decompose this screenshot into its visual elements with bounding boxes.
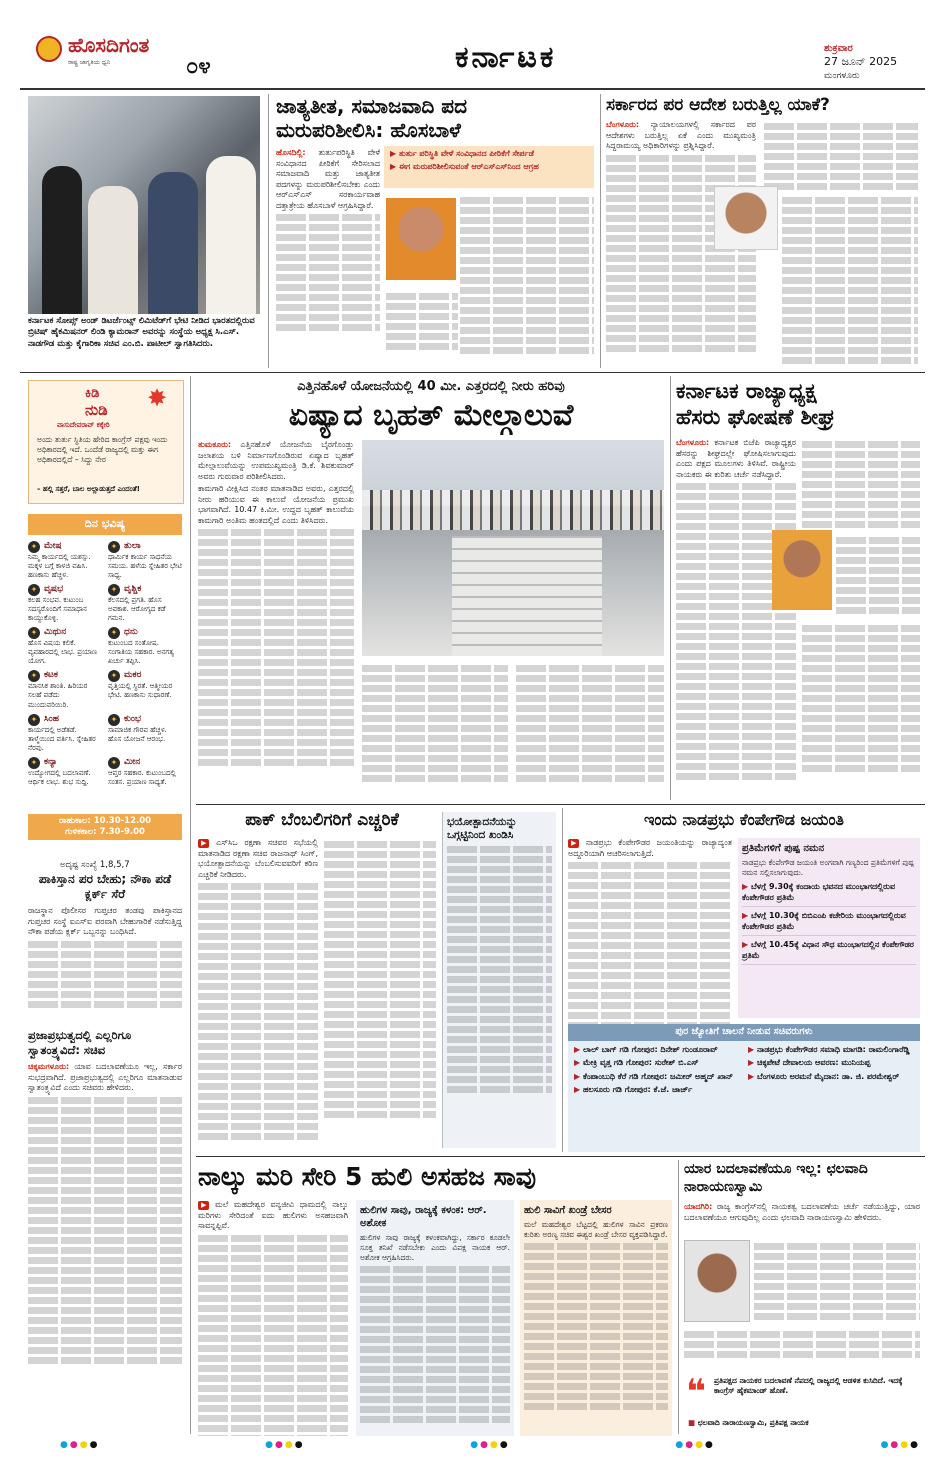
dateline: ಯಾದಗಿರಿ:: [684, 1202, 713, 1211]
lead-text: ತುರ್ತುಪರಿಸ್ಥಿತಿ ವೇಳೆ ಸಂವಿಧಾನದ ಪೀಠಿಕೆಗೆ ಸೇರಿಸಲಾದ ಸಮಾಜವಾದಿ ಮತ್ತು ಜಾತ್ಯತೀತ ಪದಗಳನ್ನು ಮರುಪರಿಶೀಲಿಸಬೇಕು ಎಂದು ಆರ್‌ಎಸ್‌ಎಸ್ ಸರಕಾರ್ಯವಾಹ ದತ್ತಾತ್ರೇಯ ಹೊಸಬಾಳೆ ಆಗ್ರಹಿಸಿದ್ದಾರೆ.: [276, 148, 381, 210]
story-lead: [276, 148, 380, 211]
zodiac-name: ಮಿಥುನ: [44, 627, 67, 638]
bullet-icon: ▶: [390, 149, 399, 158]
dateline: ತುಮಕೂರು:: [198, 440, 232, 449]
headline: ಮರುಪರಿಶೀಲಿಸಿ: ಹೊಸಬಾಳೆ: [276, 118, 461, 142]
photo-channel: [452, 536, 602, 656]
kidi-title: ಕಿಡಿ: [85, 386, 100, 401]
pak-spy-story: [28, 872, 182, 1020]
tower-text: ಬೆಂಗಳೂರು ಅರಮನೆ ಮೈದಾನ: ಡಾ. ಜಿ. ಪರಮೇಶ್ವರ್: [756, 1071, 900, 1081]
photo-soap-factory-visit: [28, 96, 260, 314]
tribute-times: [742, 882, 916, 965]
zodiac-name: ಧನು: [124, 627, 138, 638]
quote-mark-icon: ❝: [686, 1372, 706, 1412]
zodiac-text: ಆಪ್ತರ ಸಹಕಾರ. ಕುಟುಂಬದಲ್ಲಿ ಸಂತಸ. ಪ್ರಯಾಣ ಸಾಧ್ಯತೆ.: [108, 768, 176, 787]
zodiac-icon: ✦: [28, 757, 40, 769]
state-president-story: [676, 378, 920, 802]
arrow-icon: ▶: [748, 1058, 757, 1068]
story-body: [28, 1062, 182, 1364]
story-body: [198, 440, 354, 769]
story-body: [568, 838, 732, 1032]
section-title: ಕರ್ನಾಟಕ: [455, 40, 557, 75]
bullet-icon: ▶: [390, 161, 399, 171]
lead-text: ನ್ಯಾಯಾಲಯಗಳಲ್ಲಿ ಸರ್ಕಾರದ ಪರ ಆದೇಶಗಳು ಬರುತ್ತಿಲ್ಲ ಏಕೆ ಎಂದು ಮುಖ್ಯಮಂತ್ರಿ ಸಿದ್ದರಾಮಯ್ಯ ಅಧಿಕಾರಿಗಳನ್ನು ಪ್ರಶ್ನಿಸಿದ್ದಾರೆ.: [606, 120, 756, 151]
story-body: [782, 194, 918, 367]
column-divider: [600, 94, 601, 368]
issue-date: 27 ಜೂನ್ 2025: [824, 55, 898, 68]
tower-item: [748, 1072, 914, 1083]
zodiac-text: ಉದ್ಯೋಗದಲ್ಲಿ ಬದಲಾವಣೆ. ಆರ್ಥಿಕ ಲಾಭ. ಶುಭ ಸುದ್ದಿ.: [28, 768, 91, 787]
tower-item: [574, 1045, 740, 1056]
dateline: ಚಿಕ್ಕಮಗಳೂರು:: [28, 1062, 70, 1071]
kidi-nudi-box: [28, 380, 184, 504]
gulika-kala: ಗುಳಿಕಕಾಲ: 7.30-9.00: [65, 827, 145, 838]
tower-text: ಲಾಲ್ ಬಾಗ್ ಗಡಿ ಗೋಪುರ: ದಿನೇಶ್ ಗುಂಡೂರಾವ್: [582, 1044, 718, 1054]
registration-dots-icon: ●●●●: [60, 1440, 100, 1450]
headline: ಹೆಸರು ಘೋಷಣೆ ಶೀಘ್ರ: [676, 405, 835, 429]
arrow-icon: ▶: [574, 1071, 583, 1081]
tigers-story: [198, 1160, 672, 1436]
kidi-footer: – ಹಲ್ಲಿ ಸತ್ತರೆ, ಬಾಲ ಅಲ್ಲಾಡುತ್ತದೆ ಎಂದಂತೆ!: [37, 485, 140, 493]
kidi-subtitle: ನುಡಿ: [85, 401, 108, 419]
arrow-icon: ▶: [742, 911, 751, 921]
column-divider: [562, 808, 563, 1152]
story-body: [516, 662, 664, 785]
zodiac-name: ಮೀನ: [124, 756, 141, 767]
story-lead: [198, 1200, 348, 1232]
zodiac-name: ಕನ್ಯಾ: [44, 756, 58, 767]
zodiac-icon: ✦: [28, 714, 40, 726]
photo-hosabale: [386, 198, 456, 280]
tower-text: ನಾಡಪ್ರಭು ಕೆಂಪೇಗೌಡರ ಸಮಾಧಿ ಮಾಗಡಿ: ರಾಮಲಿಂಗಾರೆಡ್ಡಿ: [756, 1044, 910, 1054]
lead-text: ನಾಡಪ್ರಭು ಕೆಂಪೇಗೌಡರ ಜಯಂತಿಯನ್ನು ರಾಜ್ಯಾದ್ಯಂತ ಅದ್ದೂರಿಯಾಗಿ ಆಚರಿಸಲಾಗುತ್ತಿದೆ.: [568, 838, 732, 858]
hosabale-story: [276, 94, 594, 370]
zodiac-icon: ✦: [28, 670, 40, 682]
zodiac-icon: ✦: [28, 541, 40, 553]
headline: ಇಂದು ನಾಡಪ್ರಭು ಕೆಂಪೇಗೌಡ ಜಯಂತಿ: [643, 810, 845, 829]
zodiac-header: [108, 584, 182, 596]
zodiac-name: ವೃಷಭ: [44, 583, 64, 594]
photo-crowd: [362, 490, 664, 530]
photo-figure: [88, 186, 138, 314]
zodiac-icon: ✦: [108, 670, 120, 682]
ettinahole-story: [198, 378, 664, 802]
box-title: ಹುಲಿಗಳ ಸಾವು, ರಾಜ್ಯಕ್ಕೆ ಕಳಂಕ: ಆರ್. ಅಶೋಕ: [360, 1205, 487, 1229]
quote-box: [684, 1374, 920, 1434]
logo-block: [36, 32, 236, 86]
zodiac-text: ವೃತ್ತಿಯಲ್ಲಿ ಸ್ಥಿರತೆ. ಆತ್ಮೀಯರ ಭೇಟಿ. ಹಣಕಾಸು ಸುಧಾರಣೆ.: [108, 682, 173, 700]
photo-leader: [772, 530, 832, 610]
zodiac-sign: [28, 541, 102, 580]
story-body: [836, 534, 920, 617]
news-tag-icon: ▶: [198, 839, 209, 848]
section-rule: [196, 1156, 925, 1157]
tower-item: [574, 1085, 740, 1096]
story-body: [360, 1266, 510, 1423]
zodiac-text: ನಿಮ್ಮ ಕಾರ್ಯದಲ್ಲಿ ಯಶಸ್ಸು. ಮಕ್ಕಳ ಬಗ್ಗೆ ಕಾಳಜಿ ವಹಿಸಿ. ಹಣಕಾಸು ಹೆಚ್ಚಳ.: [28, 552, 91, 579]
headline: ಏಷ್ಯಾದ ಬೃಹತ್ ಮೇಲ್ಗಾಲುವೆ: [288, 398, 574, 434]
tower-item: [748, 1058, 914, 1069]
photo-figure: [42, 166, 82, 314]
photo-caption: ಕರ್ನಾಟಕ ಸೋಪ್ಸ್ ಅಂಡ್ ಡಿಟರ್ಜೆಂಟ್ಸ್ ಲಿಮಿಟೆಡ್‌ಗೆ ಭೇಟಿ ನೀಡಿದ ಭಾರತದಲ್ಲಿರುವ ಬ್ರಿಟಿಷ್ ಹೈಕಮಿಷನರ್ ಲಿಂಡಿ ಕ್ಯಾಮರಾನ್ ಅವರನ್ನು ಸಂಸ್ಥೆಯ ಅಧ್ಯಕ್ಷ ಸಿ.ಎಸ್. ನಾಡಗೌಡ ಮತ್ತು ಕೈಗಾರಿಕಾ ಸಚಿವ ಎಂ.ಬಿ. ಪಾಟೀಲ್ ಸ್ವಾಗತಿಸಿದರು.: [28, 316, 255, 349]
horoscope-title: ದಿನ ಭವಿಷ್ಯ: [28, 514, 182, 535]
story-body: [684, 1202, 920, 1225]
kicker: ಎತ್ತಿನಹೊಳೆ ಯೋಜನೆಯಲ್ಲಿ 40 ಮೀ. ಎತ್ತರದಲ್ಲಿ ನೀರು ಹರಿವು: [297, 379, 565, 394]
story-lead: ರಾಜಸ್ಥಾನ ಪೊಲೀಸರ ಗುಪ್ತಚರ ತಂಡವು ಪಾಕಿಸ್ತಾನದ ಗುಪ್ತಚರ ಸಂಸ್ಥೆ ಐಎಸ್‌ಐ ಪರವಾಗಿ ಬೇಹುಗಾರಿಕೆ ನಡೆಸುತ್ತಿದ್ದ ನೌಕಾ ಪಡೆಯ ಕ್ಲರ್ಕ್ ಒಬ್ಬನನ್ನು ಬಂಧಿಸಿದೆ.: [28, 906, 182, 937]
issue-city: ಮಂಗಳೂರು: [824, 71, 860, 81]
arrow-icon: ▶: [748, 1071, 757, 1081]
headline: ಯಾರ ಬದಲಾವಣೆಯೂ ಇಲ್ಲ: ಛಲವಾದಿ ನಾರಾಯಣಸ್ವಾಮಿ: [684, 1161, 868, 1195]
zodiac-sign: [28, 584, 102, 623]
subhead: ▶ ತುರ್ತು ಪರಿಸ್ಥಿತಿ ವೇಳೆ ಸಂವಿಧಾನದ ಪೀಠಿಕೆಗೆ ಸೇರ್ಪಡೆ: [390, 149, 534, 158]
issue-day: ಶುಕ್ರವಾರ: [824, 43, 853, 54]
zodiac-icon: ✦: [108, 627, 120, 639]
page-number: ೦೪: [186, 54, 211, 79]
story-body: [276, 148, 380, 334]
logo-emblem-icon: [36, 36, 62, 62]
tribute-time-text: ಬೆಳಗ್ಗೆ 10.30ಕ್ಕೆ ಬಿಬಿಎಂಪಿ ಕಚೇರಿಯ ಮುಂಭಾಗದಲ್ಲಿರುವ ಕೆಂಪೇಗೌಡರ ಪ್ರತಿಮೆ: [742, 911, 906, 931]
pak-warning-story: [198, 808, 556, 1152]
section-rule: [20, 372, 925, 373]
lead-text: ಎಸ್‌ಸಿಒ ರಕ್ಷಣಾ ಸಚಿವರ ಸಭೆಯಲ್ಲಿ ಮಾತನಾಡಿದ ರಕ್ಷಣಾ ಸಚಿವ ರಾಜನಾಥ್ ಸಿಂಗ್, ಭಯೋತ್ಪಾದನೆಯನ್ನು ಬೆಂಬಲಿಸುವವರಿಗೆ ಕಠಿಣ ಎಚ್ಚರಿಕೆ ನೀಡಿದರು.: [198, 838, 318, 879]
zodiac-name: ಸಿಂಹ: [44, 713, 60, 724]
arrow-icon: ▶: [574, 1044, 583, 1054]
headline: ಜಾತ್ಯತೀತ, ಸಮಾಜವಾದಿ ಪದ: [276, 94, 468, 118]
photo-aqueduct: [362, 440, 664, 656]
zodiac-text: ಕೆಲಸದಲ್ಲಿ ಪ್ರಗತಿ. ಹೊಸ ಅವಕಾಶ. ಆರೋಗ್ಯದ ಕಡೆ ಗಮನ.: [108, 595, 166, 622]
zodiac-icon: ✦: [108, 714, 120, 726]
story-body: [676, 438, 796, 783]
arrow-icon: ▶: [748, 1044, 757, 1054]
headline: ನಾಲ್ಕು ಮರಿ ಸೇರಿ 5 ಹುಲಿ ಅಸಹಜ ಸಾವು: [198, 1162, 537, 1191]
zodiac-sign: [108, 584, 182, 623]
column-divider: [678, 1160, 679, 1434]
zodiac-sign: [28, 757, 102, 787]
zodiac-header: [28, 757, 102, 769]
zodiac-name: ಮಕರ: [124, 670, 142, 681]
tower-item: [574, 1058, 740, 1069]
zodiac-text: ಧಾರ್ಮಿಕ ಕಾರ್ಯ ಸಾಧನೆಯ ಸಮಯ. ಹಳೆಯ ಸ್ನೇಹಿತರ ಭೇಟಿ ಸಾಧ್ಯ.: [108, 552, 182, 579]
news-tag-icon: ▶: [198, 1201, 209, 1210]
lead-text: ರಾಜ್ಯ ಕಾಂಗ್ರೆಸ್‌ನಲ್ಲಿ ನಾಯಕತ್ವ ಬದಲಾವಣೆಯ ಚರ್ಚೆ ನಡೆಯುತ್ತಿದ್ದು, ಯಾರ ಬದಲಾವಣೆಯೂ ಆಗುವುದಿಲ್ಲ ಎಂದು ಛಲವಾದಿ ನಾರಾಯಣಸ್ವಾಮಿ ಹೇಳಿದರು.: [684, 1202, 920, 1222]
zodiac-sign: [28, 714, 102, 753]
zodiac-grid: [28, 541, 182, 788]
photo-figure: [206, 156, 256, 314]
headline: ಪಾಕಿಸ್ತಾನ ಪರ ಬೇಹು; ನೌಕಾ ಪಡೆ ಕ್ಲರ್ಕ್ ಸೆರೆ: [38, 872, 172, 901]
logo: ಹೊಸದಿಗಂತ: [68, 33, 150, 57]
box-lead: ನಾಡಪ್ರಭು ಕೆಂಪೇಗೌಡ ಜಯಂತಿ ಅಂಗವಾಗಿ ಗಣ್ಯರಿಂದ ಪ್ರತಿಮೆಗಳಿಗೆ ಪುಷ್ಪ ನಮನ ಸಲ್ಲಿಸಲಾಗುವುದು.: [742, 858, 915, 878]
govt-story: [606, 94, 918, 370]
dateline: ಬೆಂಗಳೂರು:: [676, 438, 710, 447]
zodiac-text: ಕಲಹ ಸಂಭವ. ಕುಟುಂಬ ಸದಸ್ಯರೊಂದಿಗೆ ಸಮಾಧಾನ ಕಾಯ್ದುಕೊಳ್ಳಿ.: [28, 595, 88, 622]
ashoka-box: [356, 1200, 514, 1436]
zodiac-header: [28, 541, 102, 553]
zodiac-sign: [108, 670, 182, 709]
lucky-number: ಅದೃಷ್ಟ ಸಂಖ್ಯೆ 1,8,5,7: [60, 860, 130, 870]
zodiac-icon: ✦: [28, 584, 40, 596]
arrow-icon: ▶: [742, 940, 751, 950]
zodiac-header: [28, 627, 102, 639]
headline: ಸರ್ಕಾರದ ಪರ ಆದೇಶ ಬರುತ್ತಿಲ್ಲ ಯಾಕೆ?: [606, 95, 830, 115]
box-text: ಮಲೆ ಮಹದೇಶ್ವರ ಬೆಟ್ಟದಲ್ಲಿ ಹುಲಿಗಳ ಸಾವಿನ ಪ್ರಕರಣ ಕುರಿತು ಅರಣ್ಯ ಸಚಿವ ಈಶ್ವರ ಖಂಡ್ರೆ ಬೇಸರ ವ್ಯಕ್ತಪಡಿಸಿದ್ದಾರೆ.: [524, 1220, 668, 1239]
zodiac-text: ಕುಟುಂಬದ ಸಂತೋಷ. ಸಂಗಾತಿಯ ಸಹಕಾರ. ಅನಗತ್ಯ ಖರ್ಚು ತಪ್ಪಿಸಿ.: [108, 639, 174, 666]
zodiac-text: ಸಾಮಾಜಿಕ ಗೌರವ ಹೆಚ್ಚಳ. ಹೊಸ ಯೋಜನೆ ಆರಂಭ.: [108, 725, 167, 743]
tribute-time-item: [742, 940, 916, 965]
story-body: [324, 838, 436, 1121]
zodiac-name: ಮೇಷ: [44, 540, 62, 551]
side-headline: ಭಯೋತ್ಪಾದನೆಯನ್ನು ಒಗ್ಗಟ್ಟಿನಿಂದ ಖಂಡಿಸಿ: [447, 816, 517, 841]
democracy-story: [28, 1028, 182, 1428]
story-body: [802, 622, 920, 775]
kidi-author: ವಾಸುದೇವರಾವ್ ಕಕ್ಕೇರಿ: [57, 421, 110, 429]
box-title: ಪ್ರತಿಮೆಗಳಿಗೆ ಪುಷ್ಪ ನಮನ: [742, 843, 825, 854]
news-tag-icon: ▶: [568, 839, 579, 848]
rahu-kala: ರಾಹುಕಾಲ: 10.30-12.00: [58, 816, 152, 826]
spark-icon: ✸: [147, 384, 168, 412]
zodiac-icon: ✦: [108, 584, 120, 596]
photo-cm: [714, 186, 778, 250]
subhead-box: [384, 146, 594, 188]
zodiac-icon: ✦: [28, 627, 40, 639]
story-lead: [198, 838, 318, 880]
zodiac-sign: [108, 541, 182, 580]
khandre-box: [520, 1200, 672, 1436]
dateline: ಹೊಸದಿಲ್ಲಿ:: [276, 148, 306, 157]
zodiac-sign: [28, 670, 102, 709]
tower-panel: [568, 1024, 920, 1152]
box-text: ಹುಲಿಗಳ ಸಾವು ರಾಜ್ಯಕ್ಕೆ ಕಳಂಕವಾಗಿದ್ದು, ಸರ್ಕಾರ ಕೂಡಲೇ ಸೂಕ್ತ ತನಿಖೆ ನಡೆಸಬೇಕು ಎಂದು ವಿಪಕ್ಷ ನಾಯಕ ಆರ್. ಅಶೋಕ ಆಗ್ರಹಿಸಿದರು.: [360, 1233, 510, 1262]
zodiac-header: [108, 627, 182, 639]
zodiac-header: [108, 541, 182, 553]
zodiac-name: ಕಟಕ: [44, 670, 58, 681]
registration-dots-icon: ●●●●: [470, 1440, 510, 1450]
lead-text: ಕರ್ನಾಟಕ ಬಿಜೆಪಿ ರಾಜ್ಯಾಧ್ಯಕ್ಷರ ಹೆಸರನ್ನು ಶೀಘ್ರದಲ್ಲೇ ಘೋಷಿಸಲಾಗುವುದು ಎಂದು ಪಕ್ಷದ ಮೂಲಗಳು ತಿಳಿಸಿವೆ. ರಾಷ್ಟ್ರೀಯ ನಾಯಕರು ಈ ಕುರಿತು ಚರ್ಚೆ ನಡೆಸಿದ್ದಾರೆ.: [676, 438, 797, 479]
story-body: [524, 1243, 668, 1410]
kempegowda-story: [568, 808, 920, 1152]
zodiac-name: ತುಲಾ: [124, 540, 141, 551]
story-body: [28, 906, 182, 1008]
zodiac-icon: ✦: [108, 541, 120, 553]
print-registration-marks: [60, 1440, 920, 1450]
story-lead: [28, 1062, 182, 1094]
rahu-box: [28, 814, 182, 840]
photo-figure: [148, 172, 198, 314]
arrow-icon: ▶: [574, 1058, 583, 1068]
story-body: [447, 846, 552, 1093]
lead-text: ಯಾವ ಬದಲಾವಣೆಯೂ ಇಲ್ಲ, ಸರ್ಕಾರ ಸುಭದ್ರವಾಗಿದೆ. ಪ್ರಜಾಪ್ರಭುತ್ವದಲ್ಲಿ ಎಲ್ಲರಿಗೂ ಮಾತನಾಡುವ ಸ್ವಾತಂತ್ರ್ಯವಿದೆ ಎಂದು ಸಚಿವರು ಹೇಳಿದರು.: [28, 1062, 182, 1093]
zodiac-text: ಕಾರ್ಯದಲ್ಲಿ ಅಡೆತಡೆ. ತಾಳ್ಮೆಯಿಂದ ವರ್ತಿಸಿ. ಸ್ನೇಹಿತರ ನೆರವು.: [28, 725, 96, 752]
zodiac-sign: [28, 627, 102, 666]
zodiac-sign: [108, 757, 182, 787]
zodiac-name: ಕುಂಭ: [124, 713, 142, 724]
story-body: [754, 1240, 920, 1323]
zodiac-header: [108, 757, 182, 769]
story-paragraph: ಕಾಮಗಾರಿ ವೀಕ್ಷಿಸಿದ ನಂತರ ಮಾತನಾಡಿದ ಅವರು, ಎತ್ತರದಲ್ಲಿ ನೀರು ಹರಿಯುವ ಈ ಕಾಲುವೆ ಯೋಜನೆಯ ಪ್ರಮುಖ ಭಾಗವಾಗಿದೆ. 10.47 ಕಿ.ಮೀ. ಉದ್ದದ ಬೃಹತ್ ಕಾಲುವೆಯ ಕಾಮಗಾರಿ ಅಂತಿಮ ಹಂತದಲ್ಲಿದೆ ಎಂದು ತಿಳಿಸಿದರು.: [198, 484, 354, 525]
column-divider: [190, 376, 191, 1434]
kidi-text: ಅಂದು ತುರ್ತು ಸ್ಥಿತಿಯ ಹೇರಿದ ಕಾಂಗ್ರೆಸ್ ಪಕ್ಷವು ಇಂದು ಅಧಿಕಾರದಲ್ಲಿ ಇದೆ. ಒಂದೆಡೆ ರಾಜ್ಯದಲ್ಲಿ ಮತ್ತು ಈಗ ಅಧಿಕಾರದಲ್ಲಿದೆ – ಸಿದ್ದು ನೇರ: [37, 435, 168, 465]
headline: ಕರ್ನಾಟಕ ರಾಜ್ಯಾಧ್ಯಕ್ಷ: [676, 379, 817, 403]
section-rule: [196, 804, 925, 805]
tribute-box: [738, 838, 920, 1018]
zodiac-header: [28, 584, 102, 596]
story-body: [764, 120, 918, 193]
zodiac-icon: ✦: [108, 757, 120, 769]
story-body: [684, 1328, 920, 1361]
story-lead: [606, 120, 756, 152]
tribute-time-text: ಬೆಳಗ್ಗೆ 10.45ಕ್ಕೆ ವಿಧಾನ ಸೌಧ ಮುಂಭಾಗದಲ್ಲಿನ ಕೆಂಪೇಗೌಡರ ಪ್ರತಿಮೆ: [742, 940, 914, 960]
lead-text: ಎತ್ತಿನಹೊಳೆ ಯೋಜನೆಯ ಬೈರಗೊಂಡ್ಲು ಜಲಾಶಯ ಬಳಿ ನಿರ್ಮಾಣಗೊಂಡಿರುವ ಏಷ್ಯಾದ ಬೃಹತ್ ಮೇಲ್ಗಾಲುವೆಯನ್ನು ಉಪಮುಖ್ಯಮಂತ್ರಿ ಡಿ.ಕೆ. ಶಿವಕುಮಾರ್ ಅವರು ಗುರುವಾರ ಪರಿಶೀಲಿಸಿದರು.: [198, 440, 355, 481]
zodiac-header: [28, 714, 102, 726]
tower-text: ಹಲಸೂರು ಗಡಿ ಗೋಪುರ: ಕೆ.ಜೆ. ಜಾರ್ಜ್: [582, 1085, 693, 1095]
tower-text: ಮೇಕ್ರಿ ವೃತ್ತ ಗಡಿ ಗೋಪುರ: ಸುರೇಶ್ ಬಿ.ಎಸ್: [582, 1058, 699, 1068]
tower-title: ಪುರ ಜ್ಯೋತಿಗೆ ಚಾಲನೆ ನೀಡುವ ಸಚಿವರುಗಳು: [568, 1024, 920, 1041]
square-bullet-icon: ■: [688, 1418, 698, 1427]
zodiac-sign: [108, 627, 182, 666]
photo-narayanaswamy: [684, 1240, 750, 1322]
no-change-story: [684, 1160, 920, 1436]
registration-dots-icon: ●●●●: [880, 1440, 920, 1450]
zodiac-header: [108, 670, 182, 682]
zodiac-header: [108, 714, 182, 726]
dateline: ಬೆಂಗಳೂರು:: [606, 120, 640, 129]
masthead-rule: [20, 88, 925, 90]
column-divider: [268, 94, 269, 368]
registration-dots-icon: ●●●●: [265, 1440, 305, 1450]
tower-list: [568, 1041, 920, 1100]
story-body: [460, 194, 594, 357]
zodiac-text: ಹೊಸ ವಿಷಯ ಕಲಿಕೆ. ವ್ಯವಹಾರದಲ್ಲಿ ಲಾಭ. ಪ್ರಯಾಣ ಯೋಗ.: [28, 639, 97, 666]
story-body: [362, 662, 508, 785]
story-body: [198, 1200, 348, 1436]
subhead: ▶ ಈಗ ಮರುಪರಿಶೀಲಿಸುವಂತೆ ಆರ್‌ಎಸ್‌ಎಸ್‌ನಿಂದ ಆಗ್ರಹ: [390, 161, 539, 171]
logo-tagline: ರಾಷ್ಟ್ರ ಜಾಗೃತಿಯ ಧ್ವನಿ: [68, 59, 111, 66]
arrow-icon: ▶: [742, 881, 751, 891]
quote-text: ಪ್ರತಿಪಕ್ಷದ ನಾಯಕರ ಬದಲಾವಣೆ ನೆಪದಲ್ಲಿ ರಾಜ್ಯದಲ್ಲಿ ಆಡಳಿತ ಕುಸಿದಿದೆ. ಇದಕ್ಕೆ ಕಾಂಗ್ರೆಸ್ ಹೈಕಮಾಂಡ್ ಹೊಣೆ.: [714, 1376, 903, 1395]
tower-text: ಕೆಂಪಾಂಬುಧಿ ಕೆರೆ ಗಡಿ ಗೋಪುರ: ಜಮೀರ್ ಅಹ್ಮದ್ ಖಾನ್: [582, 1071, 734, 1081]
tribute-time-item: [742, 882, 916, 907]
story-lead: [676, 438, 796, 480]
zodiac-sign: [108, 714, 182, 753]
tower-text: ಚಿಕ್ಕಪೇಟೆ ದೇವಾಲಯ ಆವರಣ: ಮುನಿಯಪ್ಪ: [756, 1058, 871, 1068]
side-box: [442, 812, 556, 1148]
headline: ಪ್ರಜಾಪ್ರಭುತ್ವದಲ್ಲಿ ಎಲ್ಲರಿಗೂ ಸ್ವಾತಂತ್ರ್ಯವಿದೆ: ಸಚಿವ: [28, 1028, 132, 1057]
zodiac-name: ವೃಶ್ಚಿಕ: [124, 583, 142, 594]
story-lead: [568, 838, 732, 859]
story-body: [802, 438, 920, 531]
headline: ಪಾಕ್ ಬೆಂಬಲಿಗರಿಗೆ ಎಚ್ಚರಿಕೆ: [245, 810, 399, 830]
horoscope-panel: [28, 514, 182, 856]
story-body: [198, 838, 318, 1143]
tribute-time-item: [742, 911, 916, 936]
quote-author: ■ ಛಲವಾದಿ ನಾರಾಯಣಸ್ವಾಮಿ, ಪ್ರತಿಪಕ್ಷ ನಾಯಕ: [688, 1418, 809, 1427]
box-title: ಹುಲಿ ಸಾವಿಗೆ ಖಂಡ್ರೆ ಬೇಸರ: [524, 1205, 612, 1216]
tower-item: [574, 1072, 740, 1083]
zodiac-text: ಮಾನಸಿಕ ಶಾಂತಿ. ಹಿರಿಯರ ಸಲಹೆ ಪಡೆದು ಮುಂದುವರಿಯಿರಿ.: [28, 682, 88, 709]
arrow-icon: ▶: [574, 1085, 583, 1095]
lead-text: ಮಲೆ ಮಹದೇಶ್ವರ ವನ್ಯಜೀವಿ ಧಾಮದಲ್ಲಿ ನಾಲ್ಕು ಮರಿಗಳು ಸೇರಿದಂತೆ ಐದು ಹುಲಿಗಳು ಅಸಹಜವಾಗಿ ಸಾವನ್ನಪ್ಪಿವೆ.: [198, 1200, 348, 1231]
column-divider: [670, 376, 671, 800]
tower-item: [748, 1045, 914, 1056]
tribute-time-text: ಬೆಳಗ್ಗೆ 9.30ಕ್ಕೆ ಕಂದಾಯ ಭವನದ ಮುಂಭಾಗದಲ್ಲಿರುವ ಕೆಂಪೇಗೌಡರ ಪ್ರತಿಮೆ: [742, 881, 896, 902]
story-lead: [684, 1202, 920, 1223]
registration-dots-icon: ●●●●: [675, 1440, 715, 1450]
zodiac-header: [28, 670, 102, 682]
masthead: [0, 28, 945, 90]
story-lead: [198, 440, 354, 482]
story-body: [386, 290, 458, 353]
